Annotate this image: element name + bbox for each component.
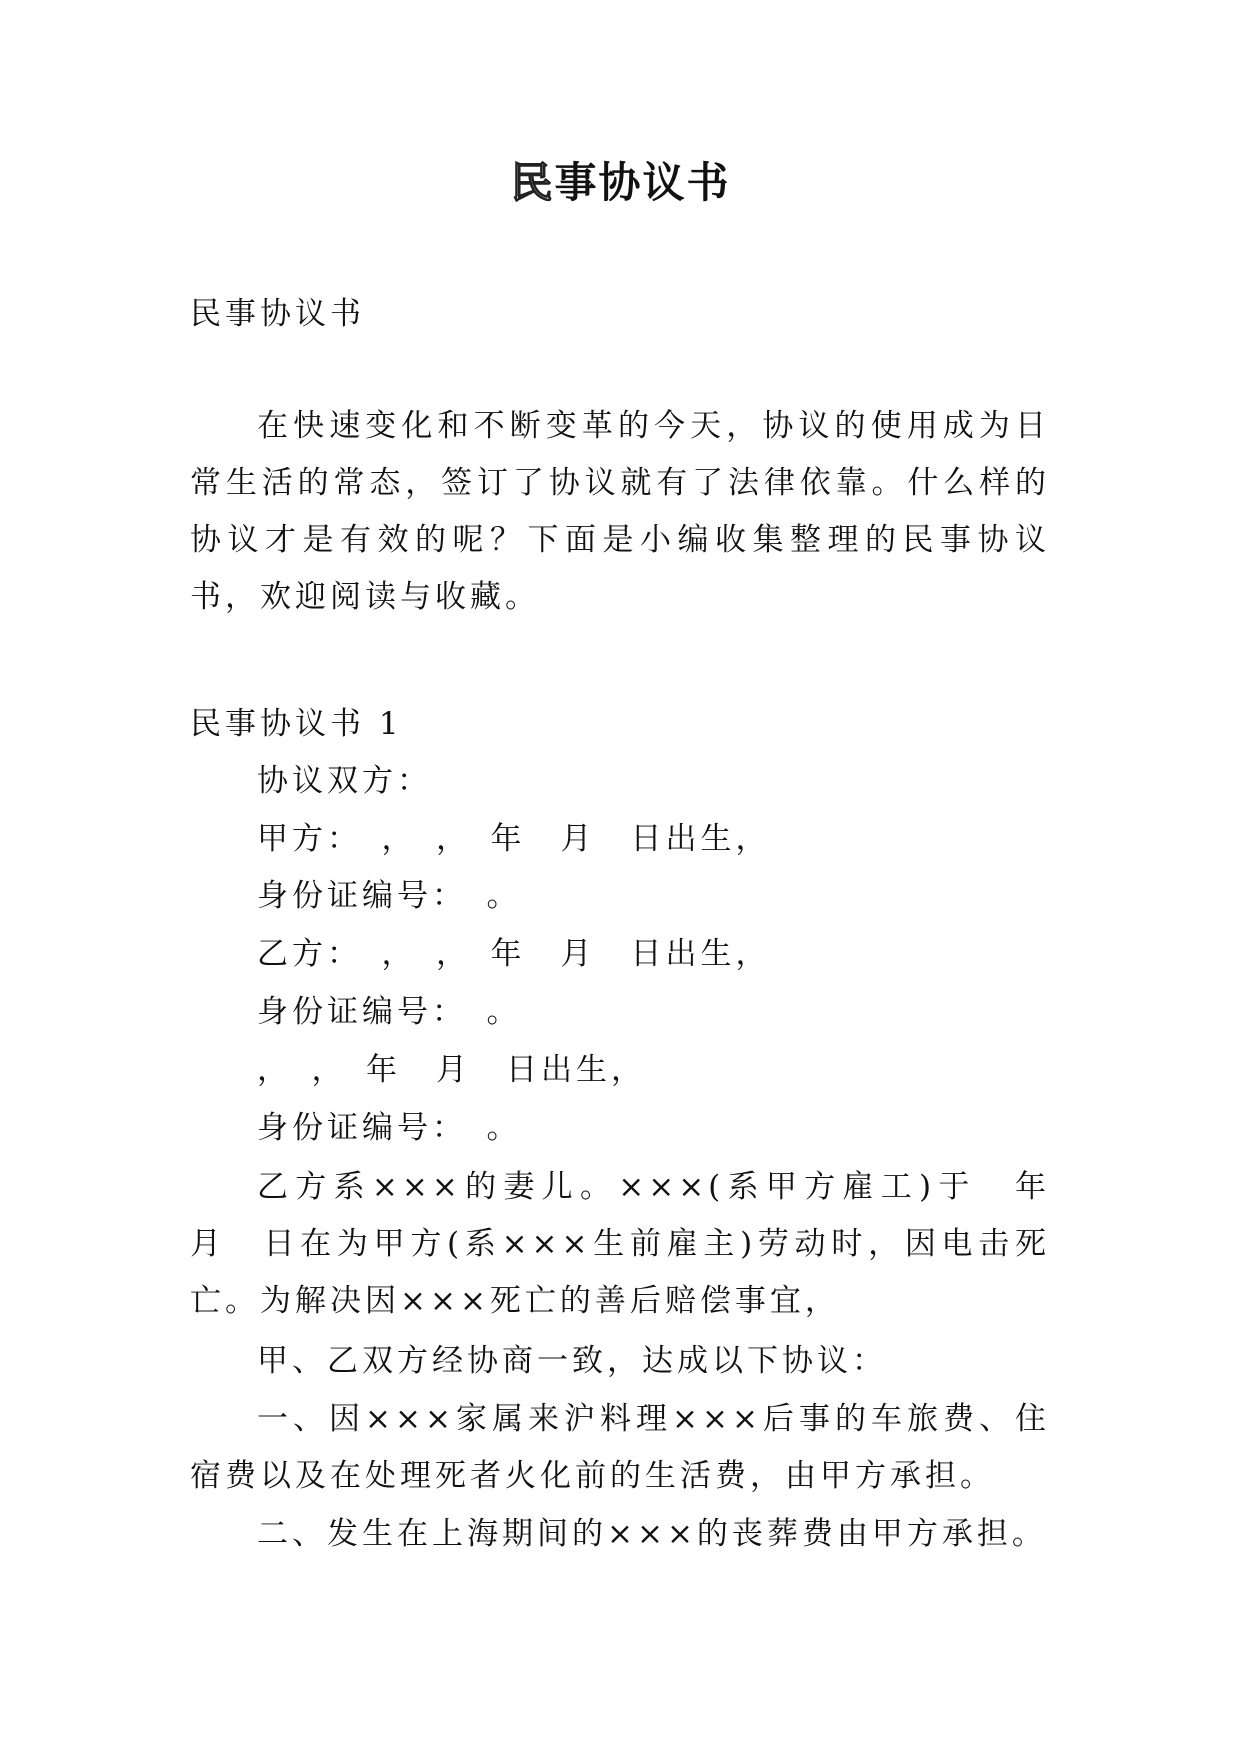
title-first-char: 民 <box>510 158 555 207</box>
party-c-id-line: 身份证编号： 。 <box>257 1110 522 1146</box>
paragraph-4: 二、发生在上海期间的×××的丧葬费由甲方承担。 <box>257 1516 1047 1552</box>
paragraph-3: 一、因×××家属来沪料理×××后事的车旅费、住宿费以及在处理死者火化前的生活费，由甲方承担。 <box>190 1401 1050 1494</box>
party-a-line: 甲方： ， ， 年 月 日出生， <box>257 821 771 857</box>
parties-label: 协议双方： <box>257 763 432 799</box>
intro-paragraph: 在快速变化和不断变革的今天，协议的使用成为日常生活的常态，签订了协议就有了法律依靠。什么样的协议才是有效的呢？下面是小编收集整理的民事协议书，欢迎阅读与收藏。 <box>190 408 1050 615</box>
party-a-id-line: 身份证编号： 。 <box>257 878 522 914</box>
party-b-id-line: 身份证编号： 。 <box>257 994 522 1030</box>
party-c-line: ， ， 年 月 日出生， <box>257 1052 646 1088</box>
paragraph-1: 乙方系×××的妻儿。×××(系甲方雇工)于 年 月 日在为甲方(系×××生前雇主)劳动时，因电击死亡。为解决因×××死亡的善后赔偿事宜， <box>190 1169 1085 1319</box>
paragraph-2: 甲、乙双方经协商一致，达成以下协议： <box>257 1343 887 1379</box>
section-heading: 民事协议书 1 <box>190 706 403 742</box>
page-title <box>0 158 1241 208</box>
title-rest: 事协议书 <box>554 158 731 207</box>
subtitle: 民事协议书 <box>190 296 365 332</box>
party-b-line: 乙方： ， ， 年 月 日出生， <box>257 936 771 972</box>
